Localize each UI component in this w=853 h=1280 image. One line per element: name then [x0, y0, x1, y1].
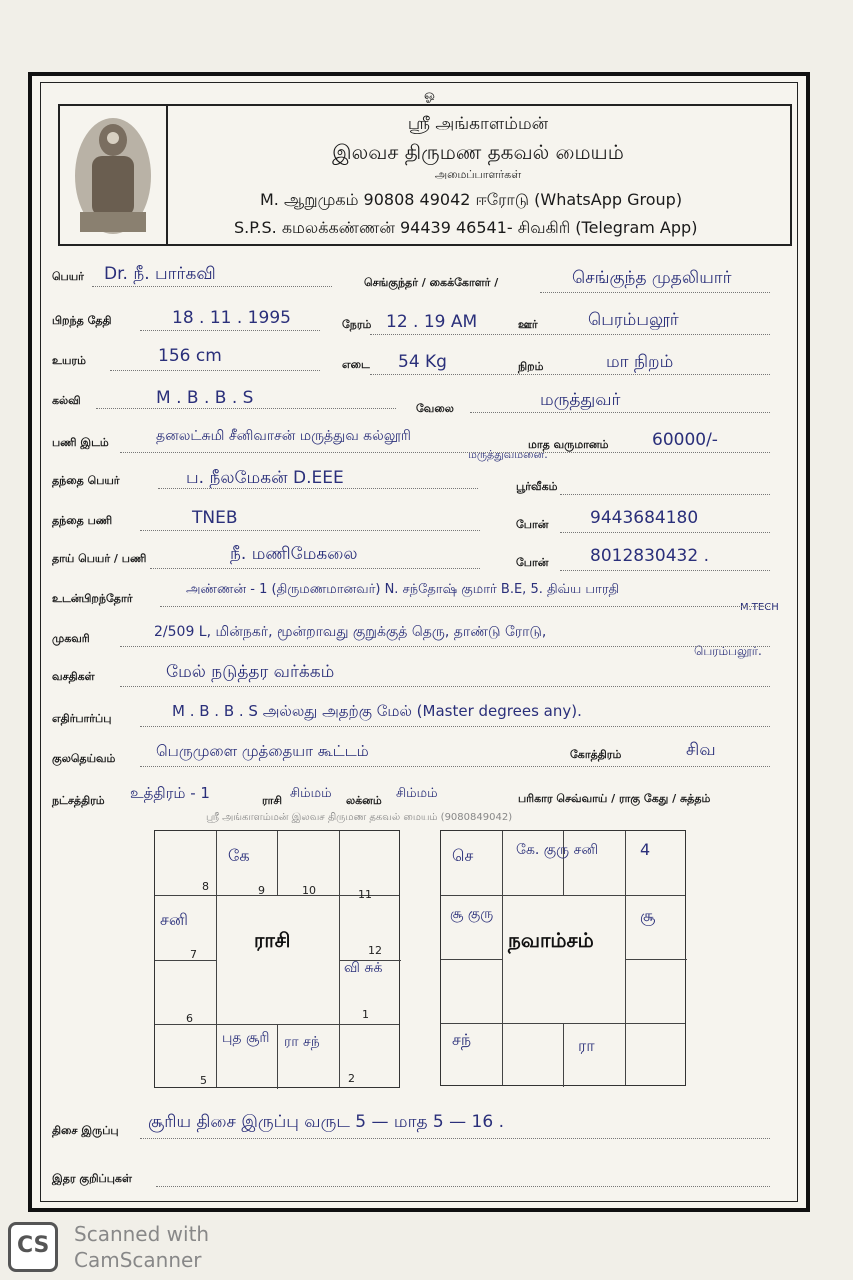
phone-label-2: போன் — [516, 556, 549, 569]
caste-value: செங்குந்த முதலியார் — [572, 268, 732, 288]
mother-value: நீ. மணிமேகலை — [230, 544, 358, 564]
workplace-label: பணி இடம் — [52, 436, 109, 449]
phone-label-1: போன் — [516, 518, 549, 531]
rasi-num: 2 — [348, 1072, 355, 1085]
rasi-num: 5 — [200, 1074, 207, 1087]
lagna-value: சிம்மம் — [396, 786, 438, 801]
facilities-value: மேல் நடுத்தர வர்க்கம் — [166, 662, 335, 682]
dasa-value: சூரிய திசை இருப்பு வருட 5 — மாத 5 — 16 . — [148, 1112, 504, 1132]
other-notes-label: இதர குறிப்புகள் — [52, 1172, 132, 1185]
star-label: நட்சத்திரம் — [52, 794, 105, 807]
navamsa-cell-bot2: ரா — [578, 1036, 595, 1055]
navamsa-cell-right: சூ — [640, 906, 656, 925]
job-label: வேலை — [416, 402, 454, 415]
dob-value: 18 . 11 . 1995 — [172, 308, 291, 328]
header-box — [58, 104, 792, 246]
rasi-cell-rahu: ரா சந் — [284, 1034, 320, 1050]
gothra-value: சிவ — [686, 740, 716, 760]
dasa-label: திசை இருப்பு — [52, 1124, 119, 1137]
phone1-value: 9443684180 — [590, 508, 699, 528]
camscanner-logo: CS — [8, 1222, 58, 1272]
name-label: பெயர் — [52, 270, 84, 283]
father-job-label: தந்தை பணி — [52, 514, 113, 527]
navamsa-cell-top3: 4 — [640, 840, 651, 859]
workplace-value: தனலட்சுமி சீனிவாசன் மருத்துவ கல்லூரி — [156, 428, 411, 444]
org-subtitle: இலவச திருமண தகவல் மையம் — [332, 140, 624, 164]
rasi-num: 8 — [202, 880, 209, 893]
rasi-cell-ketu: கே — [228, 846, 250, 865]
place-value: பெரம்பலூர் — [588, 310, 679, 330]
father-value: ப. நீலமேகன் D.EEE — [186, 468, 344, 488]
rasi-num: 7 — [190, 948, 197, 961]
lagna-label: லக்னம் — [346, 794, 382, 807]
rasi-cell-sani: சனி — [160, 910, 188, 929]
dob-label: பிறந்த தேதி — [52, 314, 112, 327]
navamsa-center-label: நவாம்சம் — [508, 928, 594, 952]
job-value: மருத்துவர் — [540, 390, 621, 410]
deity-label: குலதெய்வம் — [52, 752, 116, 765]
goddess-image-icon — [70, 112, 156, 238]
time-value: 12 . 19 AM — [386, 312, 478, 332]
rasi-num: 12 — [368, 944, 382, 957]
address-label: முகவரி — [52, 632, 90, 645]
complexion-label: நிறம் — [518, 360, 544, 373]
rasi-num: 10 — [302, 884, 316, 897]
siblings-label: உடன்பிறந்தோர் — [52, 592, 133, 605]
education-label: கல்வி — [52, 394, 81, 407]
workplace-value-2: மருத்துவமனை. — [468, 448, 548, 461]
rasi-num: 6 — [186, 1012, 193, 1025]
name-value: Dr. நீ. பார்கவி — [104, 264, 216, 284]
time-label: நேரம் — [342, 318, 372, 331]
rasi-cell-venus: வி சுக் — [344, 960, 383, 976]
complexion-value: மா நிறம் — [606, 352, 674, 372]
weight-value: 54 Kg — [398, 352, 447, 372]
om-symbol: ஓ — [424, 88, 435, 103]
weight-label: எடை — [342, 358, 370, 371]
rasi-num: 11 — [358, 888, 372, 901]
phone2-value: 8012830432 . — [590, 546, 709, 566]
siblings-value: அண்ணன் - 1 (திருமணமானவர்) N. சந்தோஷ் குமார் B.E, 5. திவ்ய பாரதி — [186, 582, 620, 597]
star-value: உத்திரம் - 1 — [130, 784, 210, 802]
caste-label: செங்குந்தர் / கைக்கோளர் / — [364, 276, 499, 289]
siblings-value-2: M.TECH — [740, 602, 779, 613]
father-label: தந்தை பெயர் — [52, 474, 120, 487]
income-label: மாத வருமானம் — [528, 438, 609, 451]
expectation-label: எதிர்பார்ப்பு — [52, 712, 112, 725]
height-label: உயரம் — [52, 354, 86, 367]
income-value: 60000/- — [652, 430, 718, 450]
dosha-label: பரிகார செவ்வாய் / ராகு கேது / சுத்தம் — [518, 792, 711, 805]
education-value: M . B . B . S — [156, 388, 254, 408]
father-job-value: TNEB — [192, 508, 238, 528]
watermark-text: ஸ்ரீ அங்காளம்மன் இலவச திருமண தகவல் மையம் (9080849042) — [206, 812, 513, 823]
org-title: ஸ்ரீ அங்காளம்மன் — [407, 114, 549, 134]
deity-value: பெருமுளை முத்தையா கூட்டம் — [156, 742, 369, 760]
deity-logo — [60, 106, 168, 244]
navamsa-cell-left: சூ குரு — [450, 906, 494, 922]
navamsa-cell-bot1: சந் — [452, 1030, 472, 1049]
organizers-label: அமைப்பாளர்கள் — [434, 168, 522, 181]
address-value: 2/509 L, மின்நகர், மூன்றாவது குறுக்குத் தெரு, தாண்டு ரோடு, — [154, 624, 547, 640]
scanner-line-1: Scanned with — [74, 1222, 210, 1246]
navamsa-cell-top1: செ — [452, 846, 474, 865]
place-label: ஊர் — [518, 318, 538, 331]
facilities-label: வசதிகள் — [52, 670, 95, 683]
gothra-label: கோத்திரம் — [570, 748, 622, 761]
rasi-num: 9 — [258, 884, 265, 897]
rasi-value: சிம்மம் — [290, 786, 332, 801]
scanner-line-2: CamScanner — [74, 1248, 202, 1272]
rasi-cell-budha: புத சூரி — [222, 1030, 270, 1046]
native-label: பூர்வீகம் — [516, 480, 558, 493]
contact-line-1: M. ஆறுமுகம் 90808 49042 ஈரோடு (WhatsApp Group) — [260, 190, 683, 209]
navamsa-cell-top2: கே. குரு சனி — [516, 842, 599, 858]
contact-line-2: S.P.S. கமலக்கண்ணன் 94439 46541- சிவகிரி (Telegram App) — [234, 218, 698, 237]
navamsa-chart — [440, 830, 686, 1086]
rasi-num: 1 — [362, 1008, 369, 1021]
rasi-label: ராசி — [262, 794, 283, 807]
address-value-2: பெரம்பலூர். — [694, 644, 762, 658]
height-value: 156 cm — [158, 346, 222, 366]
mother-label: தாய் பெயர் / பணி — [52, 552, 147, 565]
rasi-center-label: ராசி — [254, 928, 291, 952]
expectation-value: M . B . B . S அல்லது அதற்கு மேல் (Master degrees any). — [172, 702, 582, 720]
